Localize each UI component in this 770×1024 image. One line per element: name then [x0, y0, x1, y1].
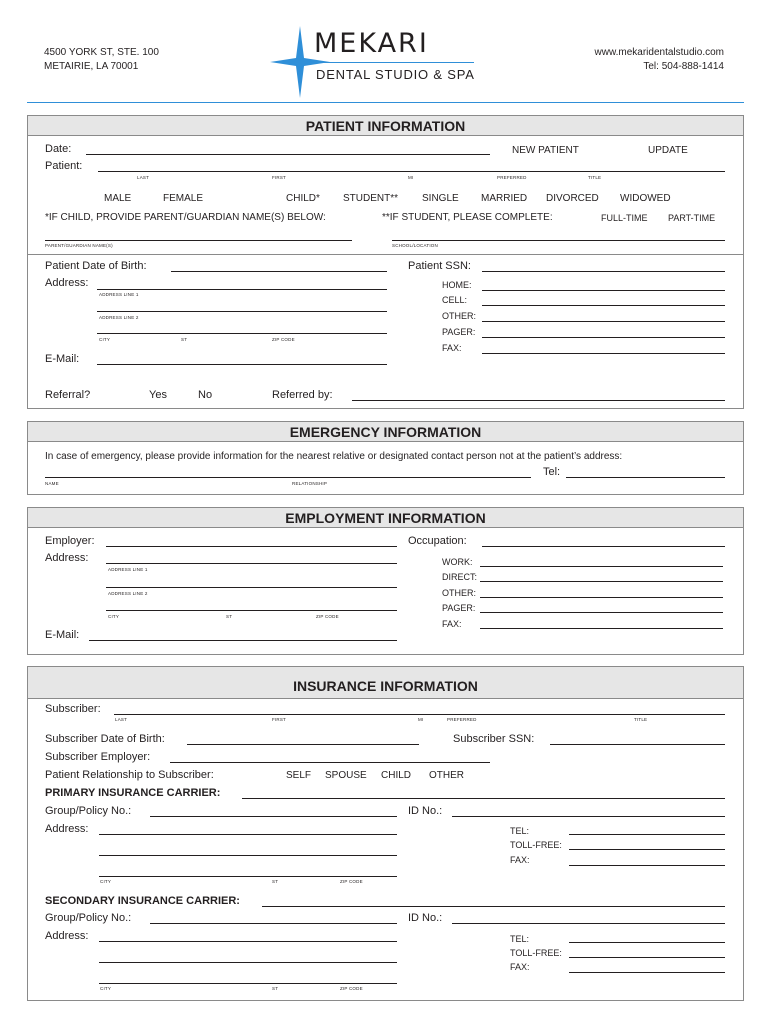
employer-label: Employer: [45, 535, 95, 547]
primary-id-label: ID No.: [408, 805, 443, 817]
practice-tel: Tel: 504-888-1414 [643, 61, 724, 72]
work-phone-field[interactable] [480, 566, 723, 567]
sublabel-title: TITLE [588, 175, 602, 180]
school-field[interactable] [392, 240, 725, 241]
primary-carrier-label: PRIMARY INSURANCE CARRIER: [45, 787, 221, 799]
sublabel-mi: MI [408, 175, 414, 180]
ssn-field[interactable] [482, 271, 725, 272]
subscriber-dob-label: Subscriber Date of Birth: [45, 733, 165, 745]
sublabel-relationship: RELATIONSHIP [292, 481, 328, 486]
sublabel-emp-city: CITY [108, 614, 120, 619]
parent-names-field[interactable] [45, 240, 352, 241]
emp-fax-field[interactable] [480, 628, 723, 629]
occupation-label: Occupation: [408, 535, 467, 547]
sublabel-addr2: ADDRESS LINE 2 [99, 315, 139, 320]
emp-pager-field[interactable] [480, 612, 723, 613]
subscriber-dob-field[interactable] [187, 744, 419, 745]
secondary-toll-free-label: TOLL-FREE: [510, 948, 562, 958]
emergency-contact-field[interactable] [45, 477, 531, 478]
practice-address-line-2: METAIRIE, LA 70001 [44, 61, 139, 72]
ins2-sublabel-st: ST [272, 986, 279, 991]
sublabel-city: CITY [99, 337, 111, 342]
ins1-sublabel-city: CITY [100, 879, 112, 884]
primary-group-field[interactable] [150, 816, 397, 817]
primary-carrier-field[interactable] [242, 798, 725, 799]
primary-address-line-1-field[interactable] [99, 834, 397, 835]
emp-other-phone-label: OTHER: [442, 588, 477, 598]
primary-id-field[interactable] [452, 816, 725, 817]
cell-phone-field[interactable] [482, 305, 725, 306]
emp-email-label: E-Mail: [45, 629, 80, 641]
child-option[interactable]: CHILD* [286, 193, 320, 204]
secondary-toll-free-field[interactable] [569, 957, 725, 958]
home-phone-field[interactable] [482, 290, 725, 291]
patient-divider [27, 254, 744, 255]
patient-name-label: Patient: [45, 160, 83, 172]
primary-tel-field[interactable] [569, 834, 725, 835]
subscriber-label: Subscriber: [45, 703, 101, 715]
secondary-fax-field[interactable] [569, 972, 725, 973]
emp-other-phone-field[interactable] [480, 597, 723, 598]
primary-address-label: Address: [45, 823, 89, 835]
patient-name-field[interactable] [98, 171, 725, 172]
secondary-address-label: Address: [45, 930, 89, 942]
logo-subtitle: DENTAL STUDIO & SPA [316, 67, 475, 82]
sublabel-emp-zip: ZIP CODE [316, 614, 339, 619]
male-option[interactable]: MALE [104, 193, 132, 204]
work-phone-label: WORK: [442, 557, 473, 567]
sublabel-st: ST [181, 337, 188, 342]
update-option[interactable]: UPDATE [648, 145, 688, 156]
primary-fax-field[interactable] [569, 865, 725, 866]
secondary-group-label: Group/Policy No.: [45, 912, 132, 924]
practice-address-line-1: 4500 YORK ST, STE. 100 [44, 47, 159, 58]
pager-label: PAGER: [442, 327, 476, 337]
widowed-option[interactable]: WIDOWED [620, 193, 671, 204]
primary-group-label: Group/Policy No.: [45, 805, 132, 817]
referral-no-option[interactable]: No [198, 389, 213, 401]
pager-field[interactable] [482, 337, 725, 338]
employer-city-st-zip-field[interactable] [106, 610, 397, 611]
if-student-note: **IF STUDENT, PLEASE COMPLETE: [382, 212, 553, 223]
date-label: Date: [45, 143, 72, 155]
student-option[interactable]: STUDENT** [343, 193, 399, 204]
home-phone-label: HOME: [442, 280, 472, 290]
emergency-tel-label: Tel: [543, 466, 561, 478]
secondary-id-field[interactable] [452, 923, 725, 924]
cell-phone-label: CELL: [442, 295, 468, 305]
rel-self-option[interactable]: SELF [286, 770, 312, 781]
occupation-field[interactable] [482, 546, 725, 547]
ins-sublabel-mi: MI [418, 717, 424, 722]
insurance-section-title: INSURANCE INFORMATION [28, 667, 743, 699]
sublabel-first: FIRST [272, 175, 286, 180]
date-field[interactable] [86, 154, 490, 155]
ins1-sublabel-zip: ZIP CODE [340, 879, 363, 884]
sublabel-school: SCHOOL/LOCATION [392, 243, 438, 248]
ssn-label: Patient SSN: [408, 260, 471, 272]
website: www.mekaridentalstudio.com [594, 47, 724, 58]
emp-fax-label: FAX: [442, 619, 462, 629]
relationship-label: Patient Relationship to Subscriber: [45, 769, 214, 781]
address-line-1-field[interactable] [97, 289, 387, 290]
secondary-city-st-zip-field[interactable] [99, 983, 397, 984]
employment-section-title: EMPLOYMENT INFORMATION [28, 508, 743, 528]
primary-tel-label: TEL: [510, 826, 530, 836]
employer-address-line-2-field[interactable] [106, 587, 397, 588]
sublabel-parent-names: PARENT/GUARDIAN NAME(S) [45, 243, 113, 248]
employer-field[interactable] [106, 546, 397, 547]
email-field[interactable] [97, 364, 387, 365]
secondary-address-line-2-field[interactable] [99, 962, 397, 963]
patient-section-title: PATIENT INFORMATION [28, 116, 743, 136]
referred-by-field[interactable] [352, 400, 725, 401]
sublabel-name: NAME [45, 481, 59, 486]
sublabel-emp-addr2: ADDRESS LINE 2 [108, 591, 148, 596]
fax-label: FAX: [442, 343, 462, 353]
ins2-sublabel-city: CITY [100, 986, 112, 991]
secondary-id-label: ID No.: [408, 912, 443, 924]
ins-sublabel-title: TITLE [634, 717, 648, 722]
secondary-fax-label: FAX: [510, 962, 530, 972]
full-time-option[interactable]: FULL-TIME [601, 213, 648, 223]
secondary-group-field[interactable] [150, 923, 397, 924]
sublabel-last: LAST [137, 175, 150, 180]
sublabel-emp-st: ST [226, 614, 233, 619]
employer-address-label: Address: [45, 552, 89, 564]
dob-label: Patient Date of Birth: [45, 260, 147, 272]
primary-toll-free-label: TOLL-FREE: [510, 840, 562, 850]
ins2-sublabel-zip: ZIP CODE [340, 986, 363, 991]
secondary-address-line-1-field[interactable] [99, 941, 397, 942]
email-label: E-Mail: [45, 353, 80, 365]
sublabel-addr1: ADDRESS LINE 1 [99, 292, 139, 297]
referral-label: Referral? [45, 389, 91, 401]
direct-phone-field[interactable] [480, 581, 723, 582]
rel-other-option[interactable]: OTHER [429, 770, 464, 781]
address-label: Address: [45, 277, 89, 289]
if-child-note: *IF CHILD, PROVIDE PARENT/GUARDIAN NAME(S) BELOW: [45, 212, 326, 223]
employer-address-line-1-field[interactable] [106, 563, 397, 564]
emp-email-field[interactable] [89, 640, 397, 641]
subscriber-name-field[interactable] [114, 714, 725, 715]
ins-sublabel-first: FIRST [272, 717, 286, 722]
logo-name: MEKARI [314, 28, 429, 59]
emergency-tel-field[interactable] [566, 477, 725, 478]
rel-spouse-option[interactable]: SPOUSE [325, 770, 367, 781]
single-option[interactable]: SINGLE [422, 193, 459, 204]
primary-address-line-2-field[interactable] [99, 855, 397, 856]
secondary-tel-field[interactable] [569, 942, 725, 943]
primary-fax-label: FAX: [510, 855, 530, 865]
subscriber-ssn-label: Subscriber SSN: [453, 733, 535, 745]
direct-phone-label: DIRECT: [442, 572, 478, 582]
dob-field[interactable] [171, 271, 387, 272]
city-st-zip-field[interactable] [97, 333, 387, 334]
primary-city-st-zip-field[interactable] [99, 876, 397, 877]
other-phone-field[interactable] [482, 321, 725, 322]
fax-field[interactable] [482, 353, 725, 354]
referred-by-label: Referred by: [272, 389, 333, 401]
ins-sublabel-last: LAST [115, 717, 128, 722]
rel-child-option[interactable]: CHILD [381, 770, 412, 781]
part-time-option[interactable]: PART-TIME [668, 213, 716, 223]
header-divider [27, 102, 744, 103]
sublabel-zip: ZIP CODE [272, 337, 295, 342]
sublabel-preferred: PREFERRED [497, 175, 527, 180]
emp-pager-label: PAGER: [442, 603, 476, 613]
secondary-tel-label: TEL: [510, 934, 530, 944]
address-line-2-field[interactable] [97, 311, 387, 312]
emergency-instructions: In case of emergency, please provide information for the nearest relative or designated contact person not at the patient’s address: [45, 451, 623, 462]
new-patient-option[interactable]: NEW PATIENT [512, 145, 579, 156]
secondary-carrier-field[interactable] [262, 906, 725, 907]
subscriber-ssn-field[interactable] [550, 744, 725, 745]
primary-toll-free-field[interactable] [569, 849, 725, 850]
female-option[interactable]: FEMALE [163, 193, 204, 204]
secondary-carrier-label: SECONDARY INSURANCE CARRIER: [45, 895, 240, 907]
subscriber-employer-label: Subscriber Employer: [45, 751, 151, 763]
married-option[interactable]: MARRIED [481, 193, 528, 204]
emergency-section-title: EMERGENCY INFORMATION [28, 422, 743, 442]
divorced-option[interactable]: DIVORCED [546, 193, 599, 204]
subscriber-employer-field[interactable] [170, 762, 490, 763]
other-phone-label: OTHER: [442, 311, 477, 321]
ins-sublabel-preferred: PREFERRED [447, 717, 477, 722]
ins1-sublabel-st: ST [272, 879, 279, 884]
referral-yes-option[interactable]: Yes [149, 389, 167, 401]
sublabel-emp-addr1: ADDRESS LINE 1 [108, 567, 148, 572]
